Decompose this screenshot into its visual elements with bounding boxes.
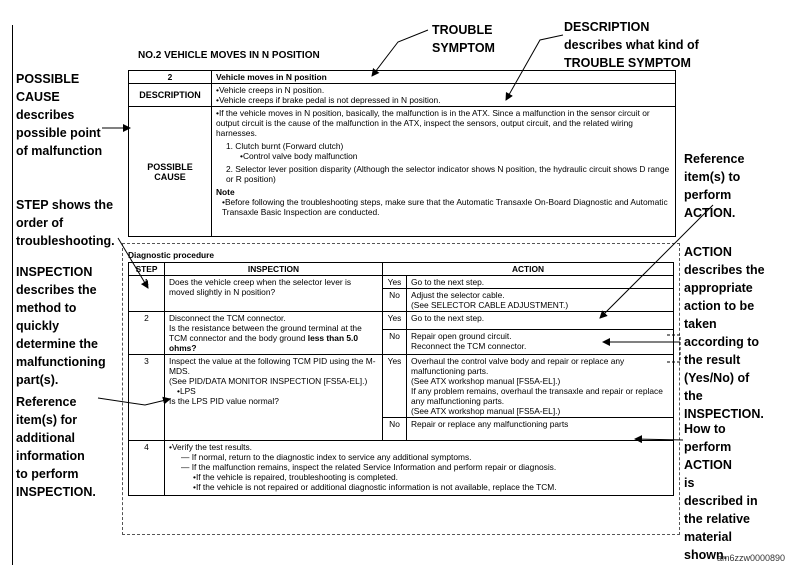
arrow-trouble-symptom <box>372 30 428 76</box>
action-text: Adjust the selector cable. (See SELECTOR CABLE ADJUSTMENT.) <box>407 289 674 312</box>
callout-step: STEP shows the order of troubleshooting. <box>16 198 115 248</box>
verify-cell: • Verify the test results. — If normal, return to the diagnostic index to service any additional symptoms. — If the malfunction remains, inspect the related Service Information and perform repair or diagnosis. • If the vehicle is repaired, troubleshooting is completed. • If the vehicle is not repaired or additional diagnostic information is not available, replace the TCM. <box>165 441 674 496</box>
diagnostic-header: Diagnostic procedure <box>128 250 215 260</box>
note-label: Note <box>216 187 235 197</box>
description-label: DESCRIPTION <box>129 84 212 107</box>
cause-intro: • If the vehicle moves in N position, basically, the malfunction is in the ATX. Since a malfunction in the sensor circuit or output circuit is the cause of the malfunction in the ATX, inspect the sensors, output circuit, and the related wiring harnesses. <box>216 108 671 138</box>
col-step: STEP <box>129 263 165 276</box>
callout-inspection: INSPECTION describes the method to quickly determine the malfunctioning part(s). <box>16 265 106 387</box>
arrow-description <box>506 35 563 100</box>
page-title: NO.2 VEHICLE MOVES IN N POSITION <box>138 50 320 61</box>
cause-item-1: 1. Clutch burnt (Forward clutch) <box>226 141 344 151</box>
callout-description: DESCRIPTION describes what kind of TROUBLE SYMPTOM <box>564 20 699 70</box>
yes-label: Yes <box>383 312 407 330</box>
no-label: No <box>383 289 407 312</box>
arrow-how-to <box>635 439 683 440</box>
description-item: • Vehicle creeps in N position. <box>216 85 671 95</box>
arrow-action-bracket <box>667 335 680 362</box>
arrow-reference-inspection <box>98 398 170 405</box>
action-text: Go to the next step. <box>407 312 674 330</box>
callout-possible-cause: POSSIBLE CAUSE describes possible point of malfunction <box>16 72 103 158</box>
yes-label: Yes <box>383 355 407 418</box>
step-number: 4 <box>129 441 165 496</box>
step-number: 2 <box>129 312 165 355</box>
arrow-step <box>118 238 148 288</box>
cause-item-2: 2. Selector lever position disparity (Although the selector indicator shows N position, the hydraulic circuit shows D range or R position) <box>226 164 670 184</box>
inspection-text: Disconnect the TCM connector. Is the resistance between the ground terminal at the TCM connector and the body ground less than 5.0 ohms? <box>165 312 383 355</box>
figure-code: am6zzw0000890 <box>716 553 785 563</box>
note-text: • Before following the troubleshooting steps, make sure that the Automatic Transaxle On-Board Diagnostic and Automatic Transaxle Basic Inspection are conducted. <box>222 197 671 217</box>
symptom-number: 2 <box>129 71 212 84</box>
step-number: 1 <box>129 276 165 312</box>
inspection-text: Does the vehicle creep when the selector lever is moved slightly in N position? <box>165 276 383 312</box>
no-label: No <box>383 330 407 355</box>
cause-label: POSSIBLE CAUSE <box>129 107 212 237</box>
action-text: Go to the next step. <box>407 276 674 289</box>
cause-item-1-sub: • Control valve body malfunction <box>240 151 671 161</box>
callout-trouble-symptom: TROUBLE SYMPTOM <box>432 23 495 55</box>
callout-reference-inspection: Reference item(s) for additional information to perform INSPECTION. <box>16 395 96 499</box>
action-text: Repair open ground circuit. Reconnect the TCM connector. <box>407 330 674 355</box>
callout-how-to: How to perform ACTION is described in the relative material shown. <box>684 422 758 562</box>
col-inspection: INSPECTION <box>165 263 383 276</box>
action-text: Repair or replace any malfunctioning parts <box>407 418 674 441</box>
description-item: • Vehicle creeps if brake pedal is not depressed in N position. <box>216 95 671 105</box>
inspection-text: Inspect the value at the following TCM PID using the M-MDS. (See PID/DATA MONITOR INSPECTION [FS5A-EL].) • LPS Is the LPS PID value normal? <box>165 355 383 441</box>
callout-action: ACTION describes the appropriate action to be taken according to the result (Yes/No) of the INSPECTION. <box>684 245 765 421</box>
step-number: 3 <box>129 355 165 441</box>
col-action: ACTION <box>383 263 674 276</box>
symptom-title: Vehicle moves in N position <box>212 71 676 84</box>
arrow-reference-action <box>600 205 713 318</box>
action-text: Overhaul the control valve body and repair or replace any malfunctioning parts. (See ATX workshop manual [FS5A-EL].) If any problem remains, overhaul the transaxle and repair or replace any malfunctioning parts. (See ATX workshop manual [FS5A-EL].) <box>407 355 674 418</box>
yes-label: Yes <box>383 276 407 289</box>
arrow-inspection <box>118 290 148 310</box>
no-label: No <box>383 418 407 441</box>
callout-reference-action: Reference item(s) to perform ACTION. <box>684 152 745 220</box>
